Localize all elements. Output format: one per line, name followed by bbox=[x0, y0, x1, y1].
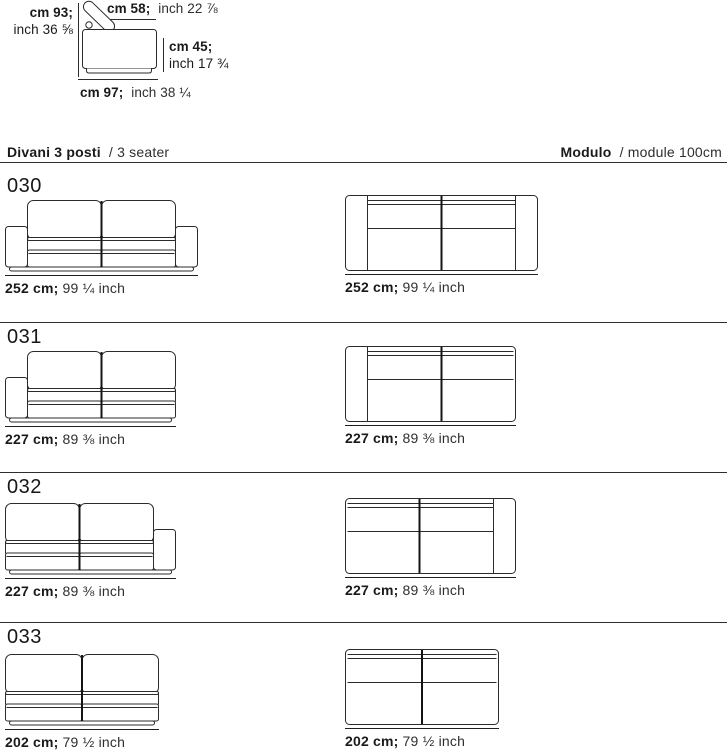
module-title-bold: Modulo bbox=[560, 144, 612, 160]
width-label bbox=[345, 430, 516, 446]
width-inch: 89 ⅜ inch bbox=[402, 582, 466, 598]
sofa-top-column bbox=[345, 195, 538, 295]
width-cm: 252 cm; bbox=[345, 279, 399, 295]
measure-line bbox=[5, 578, 176, 579]
model-code: 030 bbox=[7, 175, 42, 197]
model-code: 031 bbox=[7, 326, 42, 348]
model-row-031 bbox=[0, 322, 727, 473]
measure-line bbox=[345, 274, 538, 275]
measure-line bbox=[345, 577, 516, 578]
sofa-side-diagram bbox=[0, 0, 240, 110]
width-inch: 89 ⅜ inch bbox=[402, 430, 466, 446]
sofa-front-view bbox=[5, 502, 176, 575]
width-cm: 202 cm; bbox=[5, 734, 59, 750]
width-cm: 202 cm; bbox=[345, 733, 399, 749]
seat-depth-dimension-label bbox=[107, 0, 218, 17]
model-code: 032 bbox=[7, 476, 42, 498]
seat-height-dimension-label bbox=[169, 38, 228, 72]
width-inch: 79 ½ inch bbox=[402, 733, 466, 749]
sofa-front-column bbox=[5, 199, 198, 296]
sofa-top-view bbox=[345, 649, 499, 725]
seat-height-inch: inch 17 ¾ bbox=[169, 56, 229, 71]
width-cm: 227 cm; bbox=[5, 431, 59, 447]
sofa-front-view bbox=[5, 199, 198, 272]
sofa-top-column bbox=[345, 498, 516, 598]
width-label bbox=[345, 733, 499, 749]
measure-line bbox=[5, 275, 198, 276]
sofa-front-column bbox=[5, 502, 176, 599]
width-inch: 99 ¼ inch bbox=[402, 279, 466, 295]
width-label bbox=[5, 431, 176, 447]
sofa-top-view bbox=[345, 195, 538, 271]
height-dimension-label bbox=[0, 4, 73, 38]
sofa-front-column bbox=[5, 653, 159, 750]
width-inch: 89 ⅜ inch bbox=[62, 583, 126, 599]
module-title bbox=[561, 144, 722, 160]
module-title-regular: / module 100cm bbox=[619, 144, 722, 160]
sofa-front-column bbox=[5, 350, 176, 447]
width-label bbox=[345, 582, 516, 598]
width-inch: 99 ¼ inch bbox=[62, 280, 126, 296]
width-label bbox=[5, 734, 159, 750]
catalog-header bbox=[0, 144, 727, 160]
sofa-top-column bbox=[345, 346, 516, 446]
model-row-030 bbox=[0, 162, 727, 322]
measure-line bbox=[345, 728, 499, 729]
category-title bbox=[7, 144, 169, 160]
height-cm: cm 93; bbox=[29, 5, 73, 20]
model-row-032 bbox=[0, 472, 727, 623]
width-label bbox=[5, 280, 198, 296]
sofa-top-column bbox=[345, 649, 499, 749]
width-cm: 227 cm; bbox=[345, 430, 399, 446]
width-inch: 79 ½ inch bbox=[62, 734, 126, 750]
measure-line bbox=[345, 425, 516, 426]
total-depth-inch: inch 38 ¼ bbox=[131, 85, 191, 100]
height-inch: inch 36 ⅝ bbox=[13, 22, 73, 37]
seat-height-cm: cm 45; bbox=[169, 39, 213, 54]
total-depth-cm: cm 97; bbox=[80, 85, 124, 100]
width-label bbox=[345, 279, 538, 295]
seat-depth-cm: cm 58; bbox=[107, 1, 151, 16]
width-cm: 252 cm; bbox=[5, 280, 59, 296]
sofa-front-view bbox=[5, 653, 159, 726]
category-title-bold: Divani 3 posti bbox=[7, 144, 101, 160]
model-code: 033 bbox=[7, 626, 42, 648]
measure-line bbox=[5, 426, 176, 427]
seat-depth-inch: inch 22 ⅞ bbox=[158, 1, 218, 16]
measure-line bbox=[5, 729, 159, 730]
width-inch: 89 ⅜ inch bbox=[62, 431, 126, 447]
sofa-front-view bbox=[5, 350, 176, 423]
total-depth-dimension-label bbox=[80, 84, 191, 101]
model-row-033 bbox=[0, 622, 727, 755]
width-label bbox=[5, 583, 176, 599]
sofa-top-view bbox=[345, 346, 516, 422]
width-cm: 227 cm; bbox=[345, 582, 399, 598]
width-cm: 227 cm; bbox=[5, 583, 59, 599]
sofa-top-view bbox=[345, 498, 516, 574]
category-title-regular: / 3 seater bbox=[108, 144, 170, 160]
